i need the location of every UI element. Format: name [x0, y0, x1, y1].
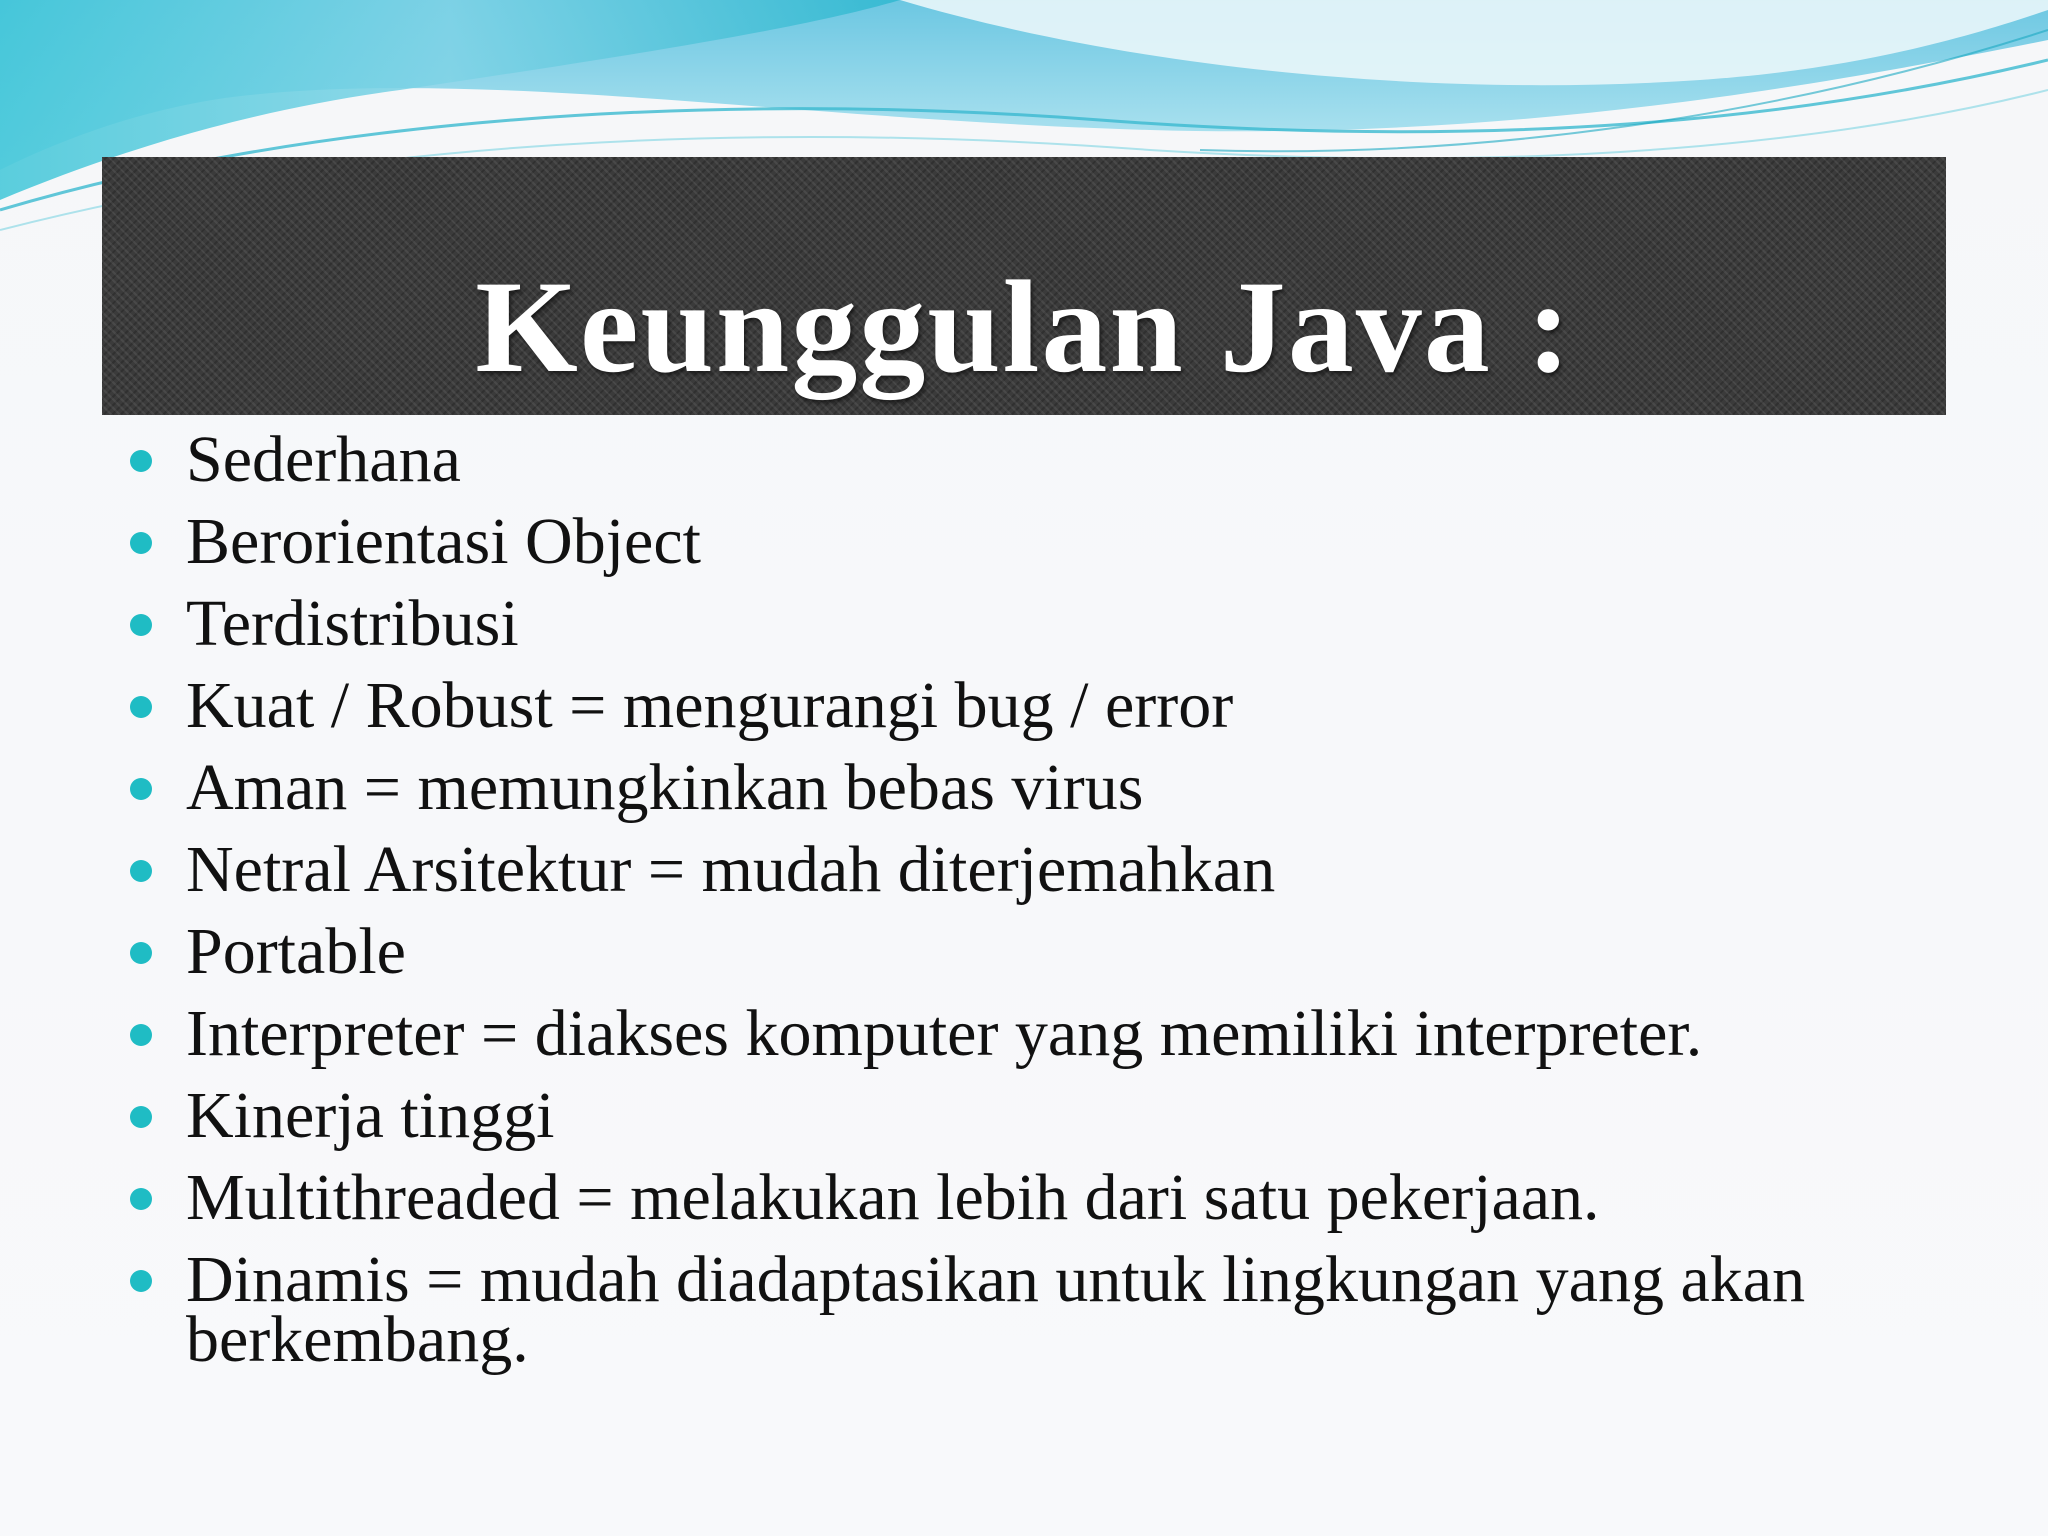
bullet-dot-icon	[130, 532, 152, 554]
bullet-dot-icon	[130, 450, 152, 472]
bullet-text: Kinerja tinggi	[186, 1079, 555, 1152]
bullet-text: Berorientasi Object	[186, 505, 701, 578]
bullet-list	[130, 423, 1930, 1392]
bullet-dot-icon	[130, 1106, 152, 1128]
bullet-text: Terdistribusi	[186, 587, 519, 660]
bullet-item	[130, 915, 1930, 988]
bullet-dot-icon	[130, 860, 152, 882]
bullet-text: Sederhana	[186, 423, 461, 496]
bullet-item	[130, 505, 1930, 578]
bullet-dot-icon	[130, 1024, 152, 1046]
bullet-dot-icon	[130, 778, 152, 800]
bullet-item	[130, 669, 1930, 742]
bullet-text: Multithreaded = melakukan lebih dari satu pekerjaan.	[186, 1161, 1600, 1234]
bullet-item	[130, 1079, 1930, 1152]
bullet-text: Aman = memungkinkan bebas virus	[186, 751, 1144, 824]
bullet-item	[130, 1243, 1930, 1376]
title-banner	[102, 157, 1946, 415]
bullet-dot-icon	[130, 696, 152, 718]
bullet-text: Kuat / Robust = mengurangi bug / error	[186, 669, 1234, 742]
bullet-dot-icon	[130, 1188, 152, 1210]
bullet-text: Netral Arsitektur = mudah diterjemahkan	[186, 833, 1276, 906]
bullet-dot-icon	[130, 942, 152, 964]
bullet-text: Dinamis = mudah diadaptasikan untuk lingkungan yang akan berkembang.	[186, 1243, 1806, 1376]
bullet-item	[130, 587, 1930, 660]
bullet-item	[130, 1161, 1930, 1234]
bullet-text: Portable	[186, 915, 406, 988]
bullet-text: Interpreter = diakses komputer yang memiliki interpreter.	[186, 997, 1703, 1070]
bullet-item	[130, 833, 1930, 906]
bullet-dot-icon	[130, 1270, 152, 1292]
slide-title: Keunggulan Java :	[475, 253, 1573, 400]
bullet-item	[130, 751, 1930, 824]
bullet-item	[130, 423, 1930, 496]
bullet-dot-icon	[130, 614, 152, 636]
bullet-item	[130, 997, 1930, 1070]
